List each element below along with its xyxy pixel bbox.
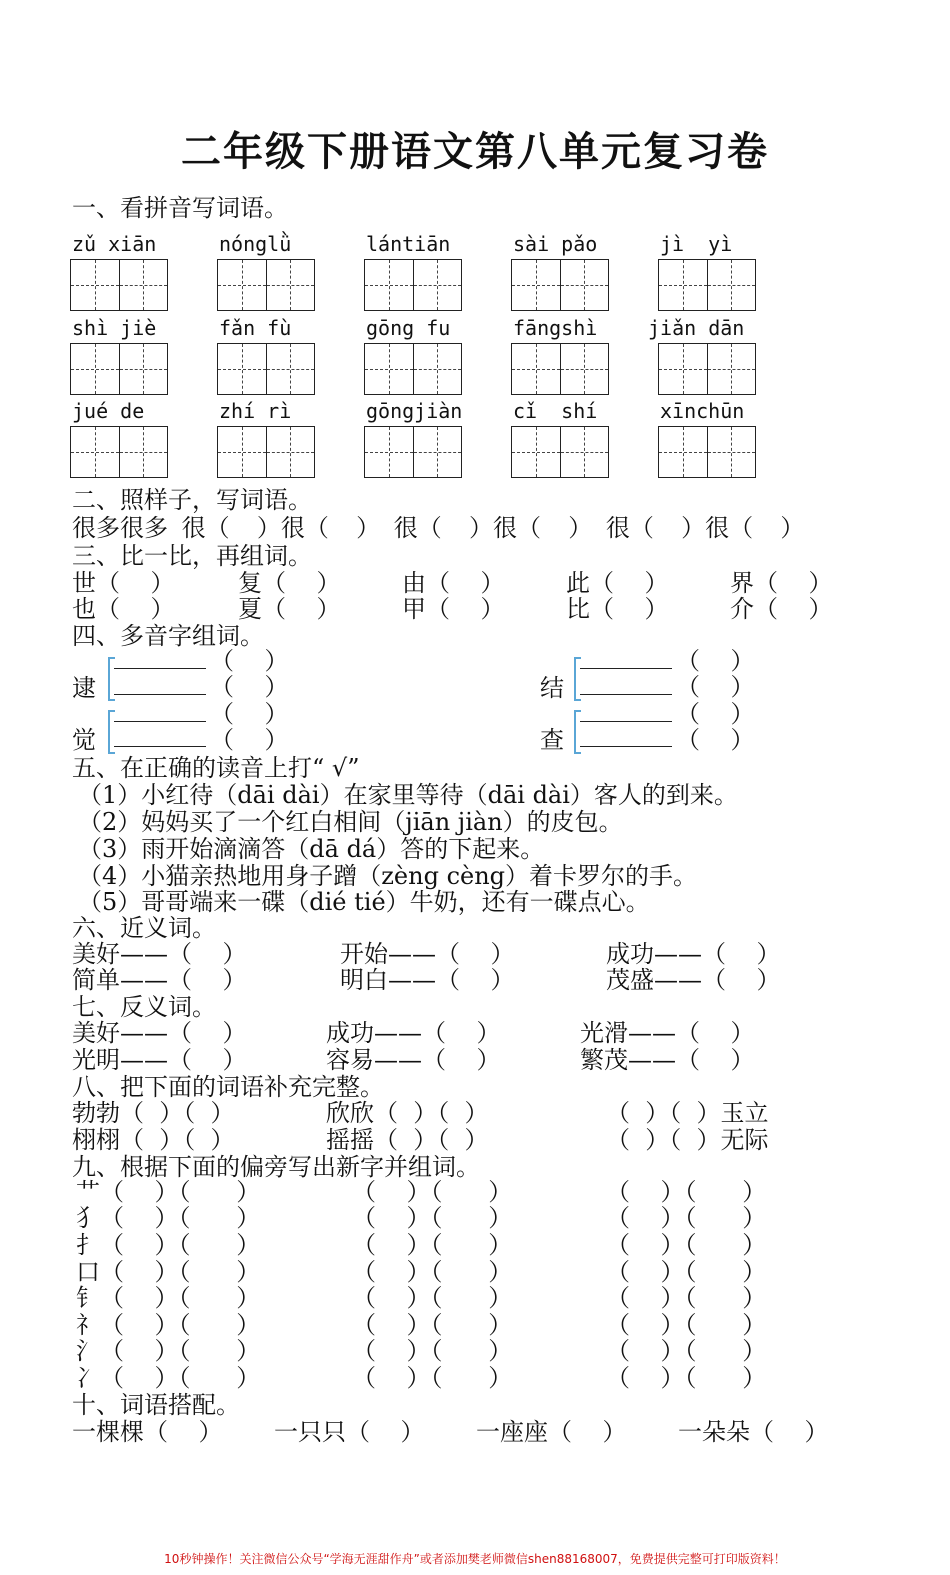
radical-blank: （ ）（ ）	[352, 1311, 513, 1339]
pinyin-label: gōng fu	[366, 316, 451, 340]
writing-grid[interactable]	[511, 259, 609, 311]
synonym-item: 简单——（ ）	[72, 966, 247, 994]
radical-blank: （ ）（ ）	[606, 1231, 767, 1259]
radical-label: 氵	[76, 1337, 100, 1365]
section-8-heading: 八、把下面的词语补充完整。	[72, 1073, 384, 1101]
radical-label: 艹	[76, 1178, 100, 1206]
collocation-item: 一棵棵（ ）	[72, 1418, 223, 1446]
pinyin-label: fǎn fù	[219, 316, 292, 340]
answer-blank[interactable]	[114, 668, 206, 669]
radical-blank: （ ）（ ）	[100, 1311, 261, 1339]
idiom-item: （ ）（ ）玉立	[606, 1099, 769, 1127]
paren-blank: （ ）	[676, 647, 755, 675]
antonym-item: 繁茂——（ ）	[580, 1046, 755, 1074]
radical-blank: （ ）（ ）	[100, 1284, 261, 1312]
synonym-item: 开始——（ ）	[340, 940, 515, 968]
answer-blank[interactable]	[114, 746, 206, 747]
writing-grid[interactable]	[511, 343, 609, 395]
section-10-heading: 十、词语搭配。	[72, 1391, 240, 1419]
antonym-item: 美好——（ ）	[72, 1019, 247, 1047]
answer-blank[interactable]	[114, 694, 206, 695]
radical-blank: （ ）（ ）	[352, 1258, 513, 1286]
radical-blank: （ ）（ ）	[606, 1204, 767, 1232]
compare-item: 甲（ ）	[402, 595, 505, 623]
polyphone-char: 觉	[72, 726, 96, 754]
section-3-heading: 三、比一比，再组词。	[72, 542, 312, 570]
radical-blank: （ ）（ ）	[606, 1258, 767, 1286]
compare-item: 复（ ）	[238, 569, 341, 597]
answer-blank[interactable]	[580, 721, 672, 722]
collocation-item: 一只只（ ）	[274, 1418, 425, 1446]
radical-label: 冫	[76, 1364, 100, 1392]
radical-blank: （ ）（ ）	[352, 1178, 513, 1206]
radical-blank: （ ）（ ）	[352, 1284, 513, 1312]
radical-blank: （ ）（ ）	[606, 1284, 767, 1312]
compare-item: 介（ ）	[730, 595, 833, 623]
idiom-item: 摇摇（ ）（ ）	[326, 1126, 489, 1154]
paren-blank: （ ）	[210, 673, 289, 701]
answer-blank[interactable]	[580, 746, 672, 747]
compare-item: 界（ ）	[730, 569, 833, 597]
radical-label: 扌	[76, 1231, 100, 1259]
pinyin-label: xīnchūn	[660, 399, 745, 423]
synonym-item: 成功——（ ）	[606, 940, 781, 968]
paren-blank: （ ）	[210, 700, 289, 728]
reading-item: （2）妈妈买了一个红白相间（jiān jiàn）的皮包。	[78, 808, 623, 836]
compare-item: 由（ ）	[402, 569, 505, 597]
collocation-item: 一朵朵（ ）	[678, 1418, 829, 1446]
radical-blank: （ ）（ ）	[100, 1337, 261, 1365]
compare-item: 夏（ ）	[238, 595, 341, 623]
paren-blank: （ ）	[676, 673, 755, 701]
reading-item: （3）雨开始滴滴答（dā dá）答的下起来。	[78, 835, 545, 863]
radical-blank: （ ）（ ）	[100, 1178, 261, 1206]
radical-blank: （ ）（ ）	[606, 1311, 767, 1339]
compare-item: 世（ ）	[72, 569, 175, 597]
page-title: 二年级下册语文第八单元复习卷	[181, 129, 769, 175]
writing-grid[interactable]	[511, 426, 609, 478]
radical-blank: （ ）（ ）	[352, 1364, 513, 1392]
compare-item: 比（ ）	[566, 595, 669, 623]
section-4-heading: 四、多音字组词。	[72, 622, 264, 650]
section-9-heading: 九、根据下面的偏旁写出新字并组词。	[72, 1153, 480, 1181]
section-5-heading: 五、在正确的读音上打“ √”	[72, 754, 360, 782]
antonym-item: 容易——（ ）	[326, 1046, 501, 1074]
idiom-item: 欣欣（ ）（ ）	[326, 1099, 489, 1127]
pinyin-label: nónglǜ	[219, 232, 292, 256]
compare-item: 也（ ）	[72, 595, 175, 623]
section-2-line: 很多很多 很（ ）很（ ） 很（ ）很（ ） 很（ ）很（ ）	[72, 514, 805, 542]
idiom-item: 勃勃（ ）（ ）	[72, 1099, 235, 1127]
radical-blank: （ ）（ ）	[352, 1231, 513, 1259]
pinyin-label: zǔ xiān	[72, 232, 157, 256]
pinyin-label: jué de	[72, 399, 145, 423]
paren-blank: （ ）	[210, 726, 289, 754]
answer-blank[interactable]	[580, 668, 672, 669]
pinyin-label: jì yì	[660, 232, 733, 256]
radical-blank: （ ）（ ）	[100, 1258, 261, 1286]
synonym-item: 美好——（ ）	[72, 940, 247, 968]
writing-grid[interactable]	[70, 259, 168, 311]
radical-blank: （ ）（ ）	[100, 1204, 261, 1232]
synonym-item: 明白——（ ）	[340, 966, 515, 994]
idiom-item: 栩栩（ ）（ ）	[72, 1126, 235, 1154]
pinyin-label: fāngshì	[513, 316, 598, 340]
section-1-heading: 一、看拼音写词语。	[72, 194, 288, 222]
section-6-heading: 六、近义词。	[72, 914, 216, 942]
radical-label: 钅	[76, 1284, 100, 1312]
pinyin-label: zhí rì	[219, 399, 292, 423]
radical-blank: （ ）（ ）	[100, 1231, 261, 1259]
writing-grid[interactable]	[70, 343, 168, 395]
writing-grid[interactable]	[217, 343, 315, 395]
synonym-item: 茂盛——（ ）	[606, 966, 781, 994]
writing-grid[interactable]	[658, 259, 756, 311]
paren-blank: （ ）	[676, 700, 755, 728]
reading-item: （5）哥哥端来一碟（dié tié）牛奶，还有一碟点心。	[78, 888, 650, 916]
antonym-item: 光明——（ ）	[72, 1046, 247, 1074]
answer-blank[interactable]	[580, 694, 672, 695]
pinyin-label: sài pǎo	[513, 232, 598, 256]
pinyin-label: gōngjiàn	[366, 399, 463, 423]
writing-grid[interactable]	[658, 426, 756, 478]
pinyin-label: jiǎn dān	[648, 316, 745, 340]
paren-blank: （ ）	[210, 647, 289, 675]
writing-grid[interactable]	[364, 259, 462, 311]
reading-item: （1）小红待（dāi dài）在家里等待（dāi dài）客人的到来。	[78, 781, 738, 809]
radical-blank: （ ）（ ）	[352, 1337, 513, 1365]
writing-grid[interactable]	[364, 343, 462, 395]
polyphone-char: 结	[540, 674, 564, 702]
writing-grid[interactable]	[217, 259, 315, 311]
writing-grid[interactable]	[217, 426, 315, 478]
reading-item: （4）小猫亲热地用身子蹭（zèng cèng）着卡罗尔的手。	[78, 862, 698, 890]
compare-item: 此（ ）	[566, 569, 669, 597]
pinyin-label: cǐ shí	[513, 399, 598, 423]
polyphone-char: 查	[540, 726, 564, 754]
radical-blank: （ ）（ ）	[606, 1178, 767, 1206]
collocation-item: 一座座（ ）	[476, 1418, 627, 1446]
polyphone-char: 逮	[72, 674, 96, 702]
idiom-item: （ ）（ ）无际	[606, 1126, 769, 1154]
radical-blank: （ ）（ ）	[606, 1337, 767, 1365]
section-7-heading: 七、反义词。	[72, 993, 216, 1021]
paren-blank: （ ）	[676, 726, 755, 754]
section-2-heading: 二、照样子，写词语。	[72, 486, 312, 514]
radical-label: 礻	[76, 1311, 100, 1339]
footer-note: 10秒钟操作！关注微信公众号“学海无涯甜作舟”或者添加樊老师微信shen88168007，免费提供完整可打印版资料！	[164, 1552, 786, 1566]
writing-grid[interactable]	[364, 426, 462, 478]
radical-label: 口	[76, 1258, 100, 1286]
answer-blank[interactable]	[114, 721, 206, 722]
pinyin-label: shì jiè	[72, 316, 157, 340]
radical-blank: （ ）（ ）	[100, 1364, 261, 1392]
radical-label: 犭	[76, 1204, 100, 1232]
writing-grid[interactable]	[658, 343, 756, 395]
brace-icon	[574, 710, 581, 754]
radical-blank: （ ）（ ）	[352, 1204, 513, 1232]
pinyin-label: lántiān	[366, 232, 451, 256]
antonym-item: 光滑——（ ）	[580, 1019, 755, 1047]
radical-blank: （ ）（ ）	[606, 1364, 767, 1392]
antonym-item: 成功——（ ）	[326, 1019, 501, 1047]
writing-grid[interactable]	[70, 426, 168, 478]
